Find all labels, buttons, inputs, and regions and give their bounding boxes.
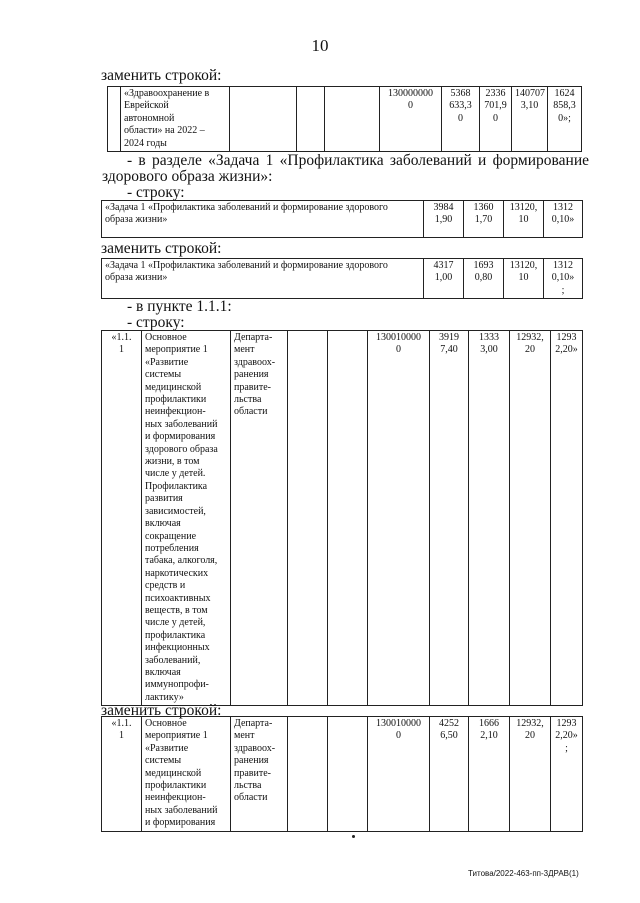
text-line: образа жизни»: [105, 272, 168, 284]
text-line: автономной: [124, 112, 175, 124]
text-line: «Задача 1 «Профилактика заболеваний и формирование здорового: [105, 202, 388, 213]
text-line: средств и: [145, 580, 186, 592]
text-line: сокращение: [145, 530, 197, 542]
cell-value-4: 1293 2,20»: [551, 331, 583, 706]
instruction-replace-2: заменить строкой:: [101, 240, 222, 257]
cell-value-2: 1333 3,00: [469, 331, 510, 706]
page-number: 10: [311, 36, 329, 55]
text-line: ранения: [234, 755, 269, 767]
text-line: здравоох-: [234, 742, 276, 754]
cell-value-3: 13120, 10: [504, 259, 544, 299]
cell-value-2: 1693 0,80: [464, 259, 504, 299]
text-line: системы: [145, 369, 182, 381]
text-line: лактику»: [145, 691, 184, 703]
cell-num: «1.1. 1: [102, 331, 142, 706]
task-name: [105, 202, 420, 227]
text-line: заболеваний,: [145, 654, 201, 666]
text-line: веществ, в том: [145, 604, 208, 616]
cell-empty: [325, 87, 380, 152]
cell-empty: [288, 717, 328, 832]
text-line: системы: [145, 755, 182, 767]
instruction-string-2: - строку:: [127, 314, 185, 331]
cell-value-1: 3984 1,90: [424, 201, 464, 238]
text-line: профилактика: [145, 629, 206, 641]
cell-value-1: 3919 7,40: [430, 331, 469, 706]
text-line: мероприятие 1: [145, 730, 208, 742]
text-line: включая: [145, 518, 181, 530]
executor-name: [234, 332, 284, 419]
text-line: Основное: [145, 332, 187, 343]
text-line: льства: [234, 394, 262, 406]
text-line: Основное: [145, 718, 187, 729]
cell-task-name: [102, 201, 424, 238]
cell-empty: [328, 717, 368, 832]
text-line: мент: [234, 730, 255, 742]
cell-name: [121, 87, 230, 152]
instruction-replace-3: заменить строкой:: [101, 702, 222, 719]
text-line: здорового образа: [145, 443, 218, 455]
measure-description: [145, 332, 227, 704]
cell-empty: [328, 331, 368, 706]
table-task-row-new: [101, 258, 583, 299]
instruction-section-line-1: - в разделе «Задача 1 «Профилактика заболеваний и формирование: [127, 152, 589, 169]
text-line: льства: [234, 780, 262, 792]
cell-value-2: 2336 701,9 0: [480, 87, 512, 152]
text-line: психоактивных: [145, 592, 211, 604]
text-line: ранения: [234, 369, 269, 381]
text-line: «Развитие: [145, 742, 189, 754]
text-line: области: [234, 406, 268, 418]
text-line: развития: [145, 493, 183, 505]
cell-executor: [231, 717, 288, 832]
text-line: правите-: [234, 381, 272, 393]
text-line: «Здравоохранение в: [124, 88, 210, 99]
cell-task-name: [102, 259, 424, 299]
cell-value-3: 140707 3,10: [512, 87, 548, 152]
instruction-point: - в пункте 1.1.1:: [127, 298, 232, 315]
table-measure-row-new: [101, 716, 583, 832]
text-line: ных заболеваний: [145, 418, 218, 430]
cell-value-1: 4317 1,00: [424, 259, 464, 299]
cell-value-3: 12932, 20: [510, 331, 551, 706]
text-line: области» на 2022 –: [124, 125, 205, 137]
text-line: профилактики: [145, 780, 207, 792]
text-line: инфекционных: [145, 642, 210, 654]
measure-description: [145, 718, 227, 830]
text-line: жизни, в том: [145, 456, 200, 468]
cell-description: [142, 331, 231, 706]
text-line: зависимостей,: [145, 505, 206, 517]
text-line: неинфекцион-: [145, 792, 206, 804]
task-name: [105, 260, 420, 285]
text-line: и формирования: [145, 817, 216, 829]
text-line: области: [234, 792, 268, 804]
text-line: «Задача 1 «Профилактика заболеваний и формирование здорового: [105, 260, 388, 271]
cell-num: [108, 87, 121, 152]
text-line: и формирования: [145, 431, 216, 443]
document-footer: Титова/2022-463-пп-3ДРАВ(1): [468, 869, 579, 878]
cell-value-1: 5368 633,3 0: [442, 87, 480, 152]
text-line: Еврейской: [124, 100, 169, 112]
text-line: «Развитие: [145, 356, 189, 368]
text-line: медицинской: [145, 381, 202, 393]
cell-code: 130010000 0: [368, 717, 430, 832]
text-line: профилактики: [145, 394, 207, 406]
text-line: мент: [234, 344, 255, 356]
text-line: 2024 годы: [124, 137, 167, 149]
cell-value-2: 1360 1,70: [464, 201, 504, 238]
text-line: потребления: [145, 542, 199, 554]
text-line: мероприятие 1: [145, 344, 208, 356]
instruction-section-line-2: здорового образа жизни»:: [102, 168, 273, 185]
text-line: Департа-: [234, 332, 273, 343]
cell-value-2: 1666 2,10: [469, 717, 510, 832]
cell-executor: [231, 331, 288, 706]
cell-description: [142, 717, 231, 832]
cell-executor: [230, 87, 297, 152]
cell-value-4: 1312 0,10» ;: [544, 259, 583, 299]
instruction-string-1: - строку:: [127, 184, 185, 201]
executor-name: [234, 718, 284, 805]
table-measure-row-old: [101, 330, 583, 706]
program-name: [124, 88, 226, 150]
dot-mark: [352, 835, 355, 838]
text-line: медицинской: [145, 767, 202, 779]
text-line: Профилактика: [145, 480, 208, 492]
text-line: табака, алкоголя,: [145, 555, 218, 567]
text-line: наркотических: [145, 567, 209, 579]
cell-value-1: 4252 6,50: [430, 717, 469, 832]
text-line: включая: [145, 666, 181, 678]
cell-empty: [297, 87, 325, 152]
cell-value-4: 1293 2,20» ;: [551, 717, 583, 832]
cell-code: 130000000 0: [380, 87, 442, 152]
text-line: правите-: [234, 767, 272, 779]
text-line: иммунопрофи-: [145, 679, 209, 691]
table-program-row-old: [107, 86, 582, 152]
cell-value-4: 1624 858,3 0»;: [548, 87, 582, 152]
text-line: образа жизни»: [105, 214, 168, 226]
text-line: Департа-: [234, 718, 273, 729]
instruction-replace-1: заменить строкой:: [101, 67, 222, 84]
cell-value-3: 13120, 10: [504, 201, 544, 238]
cell-num: «1.1. 1: [102, 717, 142, 832]
text-line: здравоох-: [234, 356, 276, 368]
text-line: числе у детей.: [145, 468, 206, 480]
text-line: ных заболеваний: [145, 804, 218, 816]
text-line: числе у детей,: [145, 617, 206, 629]
table-task-row-old: [101, 200, 583, 238]
text-line: неинфекцион-: [145, 406, 206, 418]
cell-value-3: 12932, 20: [510, 717, 551, 832]
cell-empty: [288, 331, 328, 706]
cell-value-4: 1312 0,10»: [544, 201, 583, 238]
cell-code: 130010000 0: [368, 331, 430, 706]
